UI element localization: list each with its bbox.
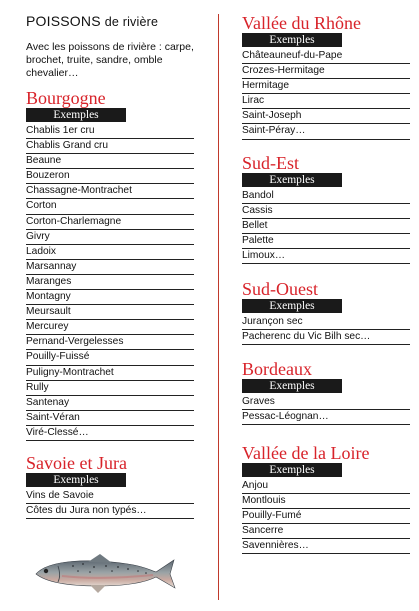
wine-list-item: Corton-Charlemagne (26, 215, 194, 230)
wine-list (242, 315, 410, 345)
wine-list-item: Mercurey (26, 320, 194, 335)
wine-list-item: Savennières… (242, 539, 410, 554)
wine-list-item: Vins de Savoie (26, 489, 194, 504)
wine-list-item: Châteauneuf-du-Pape (242, 49, 410, 64)
page-title-main: POISSONS (26, 13, 101, 29)
region-title: Vallée de la Loire (242, 443, 370, 463)
wine-list-item: Pernand-Vergelesses (26, 335, 194, 350)
wine-list-item: Chablis Grand cru (26, 139, 194, 154)
wine-list-item: Côtes du Jura non typés… (26, 504, 194, 519)
wine-list-item: Graves (242, 395, 410, 410)
wine-list-item: Givry (26, 230, 194, 245)
examples-bar: Exemples (26, 108, 126, 122)
wine-list-item: Chablis 1er cru (26, 124, 194, 139)
intro-text: Avec les poissons de rivière : carpe, brochet, truite, sandre, omble chevalier… (26, 41, 194, 79)
wine-list-item: Santenay (26, 396, 194, 411)
wine-list (242, 49, 410, 140)
wine-list-item: Marsannay (26, 260, 194, 275)
wine-list (26, 124, 194, 441)
page-title (26, 13, 158, 29)
wine-list-item: Ladoix (26, 245, 194, 260)
wine-list (242, 395, 410, 425)
wine-list-item: Puligny-Montrachet (26, 366, 194, 381)
wine-list-item: Bouzeron (26, 169, 194, 184)
wine-list-item: Limoux… (242, 249, 410, 264)
wine-list-item: Hermitage (242, 79, 410, 94)
region-vallee-de-la-loire (242, 443, 410, 554)
region-bordeaux (242, 359, 410, 425)
wine-list (26, 489, 194, 519)
wine-list-item: Montlouis (242, 494, 410, 509)
wine-list-item: Chassagne-Montrachet (26, 184, 194, 199)
region-sud-est (242, 153, 410, 264)
wine-list-item: Montagny (26, 290, 194, 305)
region-title: Sud-Est (242, 153, 300, 173)
wine-list-item: Saint-Véran (26, 411, 194, 426)
wine-list-item: Maranges (26, 275, 194, 290)
region-title: Bordeaux (242, 359, 312, 379)
wine-list-item: Saint-Péray… (242, 124, 410, 139)
region-title: Sud-Ouest (242, 279, 318, 299)
wine-list-item: Saint-Joseph (242, 109, 410, 124)
wine-list-item: Pouilly-Fuissé (26, 350, 194, 365)
wine-list-item: Cassis (242, 204, 410, 219)
region-title: Savoie et Jura (26, 453, 127, 473)
region-title: Vallée du Rhône (242, 13, 361, 33)
trout-icon (28, 552, 178, 596)
region-vallee-du-rhone (242, 13, 410, 140)
examples-bar: Exemples (242, 299, 342, 313)
examples-bar: Exemples (242, 463, 342, 477)
wine-list-item: Lirac (242, 94, 410, 109)
wine-list-item: Viré-Clessé… (26, 426, 194, 441)
examples-bar: Exemples (242, 33, 342, 47)
wine-list-item: Jurançon sec (242, 315, 410, 330)
wine-list-item: Bellet (242, 219, 410, 234)
region-title: Bourgogne (26, 88, 106, 108)
page-title-sub: de rivière (104, 15, 159, 29)
wine-list (242, 189, 410, 264)
wine-list-item: Pouilly-Fumé (242, 509, 410, 524)
wine-list-item: Bandol (242, 189, 410, 204)
wine-list-item: Crozes-Hermitage (242, 64, 410, 79)
column-divider (218, 14, 219, 600)
examples-bar: Exemples (26, 473, 126, 487)
wine-list-item: Corton (26, 199, 194, 214)
wine-list-item: Sancerre (242, 524, 410, 539)
wine-list-item: Pessac-Léognan… (242, 410, 410, 425)
wine-list-item: Pacherenc du Vic Bilh sec… (242, 330, 410, 345)
wine-list-item: Meursault (26, 305, 194, 320)
region-bourgogne (26, 88, 194, 441)
wine-list-item: Palette (242, 234, 410, 249)
region-sud-ouest (242, 279, 410, 345)
wine-list (242, 479, 410, 554)
wine-list-item: Anjou (242, 479, 410, 494)
region-savoie-jura (26, 453, 194, 519)
wine-list-item: Rully (26, 381, 194, 396)
examples-bar: Exemples (242, 173, 342, 187)
wine-list-item: Beaune (26, 154, 194, 169)
examples-bar: Exemples (242, 379, 342, 393)
